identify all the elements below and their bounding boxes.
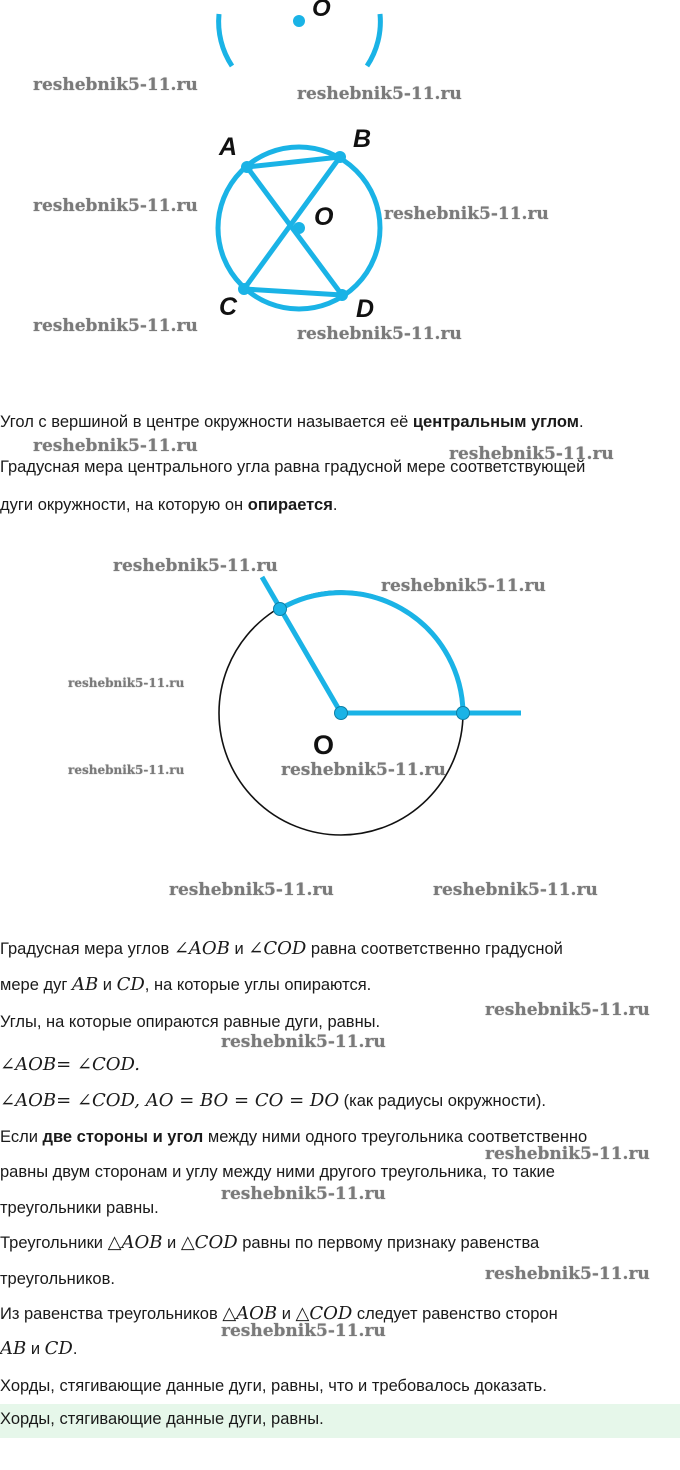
center-point	[293, 15, 305, 27]
label-b: B	[353, 125, 372, 153]
proof-line-2: мере дуг AB и CD, на которые углы опираются.	[0, 974, 372, 995]
figure-central-angle	[0, 560, 680, 860]
label-a: A	[219, 133, 238, 161]
proof-line-7: равны двум сторонам и углу между ними другого треугольника, то такие	[0, 1163, 555, 1181]
label-o: O	[314, 203, 334, 231]
paragraph-central-angle: Угол с вершиной в центре окружности называется её центральным углом.	[0, 413, 584, 431]
point-c	[238, 283, 250, 295]
watermark: reshebnik5-11.ru	[68, 676, 185, 690]
center-label: O	[313, 730, 335, 760]
label-d: D	[356, 295, 375, 323]
proof-line-3: Углы, на которые опираются равные дуги, равны.	[0, 1013, 381, 1031]
watermark: reshebnik5-11.ru	[449, 444, 614, 464]
watermark: reshebnik5-11.ru	[33, 75, 198, 95]
point-arc-start	[274, 603, 287, 616]
watermark: reshebnik5-11.ru	[381, 576, 546, 596]
point-arc-end	[457, 707, 470, 720]
paragraph-degree-measure: Градусная мера центрального угла равна градусной мере соответствующей	[0, 458, 586, 476]
watermark: reshebnik5-11.ru	[485, 1144, 650, 1164]
watermark: reshebnik5-11.ru	[221, 1184, 386, 1204]
proof-line-5: ∠AOB= ∠COD, AO = BO = CO = DO (как радиусы окружности).	[0, 1090, 546, 1111]
proof-line-1: Градусная мера углов ∠AOB и ∠COD равна соответственно градусной	[0, 938, 563, 959]
watermark: reshebnik5-11.ru	[485, 1264, 650, 1284]
proof-line-13: Хорды, стягивающие данные дуги, равны, что и требовалось доказать.	[0, 1377, 547, 1395]
proof-line-6: Если две стороны и угол между ними одного треугольника соответственно	[0, 1128, 588, 1146]
watermark: reshebnik5-11.ru	[485, 1000, 650, 1020]
watermark: reshebnik5-11.ru	[113, 556, 278, 576]
figure-partial-circle	[0, 0, 680, 70]
watermark: reshebnik5-11.ru	[297, 324, 462, 344]
label-c: C	[219, 293, 238, 321]
proof-line-10: треугольников.	[0, 1270, 115, 1288]
paragraph-degree-measure-2: дуги окружности, на которую он опирается.	[0, 496, 338, 514]
point-a	[241, 161, 253, 173]
chord-cd	[244, 289, 342, 295]
watermark: reshebnik5-11.ru	[169, 880, 334, 900]
watermark: reshebnik5-11.ru	[33, 316, 198, 336]
watermark: reshebnik5-11.ru	[33, 196, 198, 216]
watermark: reshebnik5-11.ru	[33, 436, 198, 456]
proof-line-11: Из равенства треугольников △AOB и △COD следует равенство сторон	[0, 1303, 558, 1324]
point-d	[336, 289, 348, 301]
watermark: reshebnik5-11.ru	[221, 1032, 386, 1052]
center-label: O	[312, 0, 331, 22]
point-center	[335, 707, 348, 720]
watermark: reshebnik5-11.ru	[384, 204, 549, 224]
proof-line-9: Треугольники △AOB и △COD равны по первому признаку равенства	[0, 1232, 540, 1253]
watermark: reshebnik5-11.ru	[221, 1321, 386, 1341]
proof-line-8: треугольники равны.	[0, 1199, 159, 1217]
answer-text: Хорды, стягивающие данные дуги, равны.	[0, 1410, 324, 1428]
figure-chords-circle	[0, 110, 680, 350]
proof-line-12: AB и CD.	[0, 1338, 78, 1359]
watermark: reshebnik5-11.ru	[68, 763, 185, 777]
answer-box	[0, 1404, 680, 1438]
proof-line-4: ∠AOB= ∠COD.	[0, 1054, 140, 1075]
point-o	[293, 222, 305, 234]
watermark: reshebnik5-11.ru	[281, 760, 446, 780]
watermark: reshebnik5-11.ru	[297, 84, 462, 104]
watermark: reshebnik5-11.ru	[433, 880, 598, 900]
point-b	[334, 151, 346, 163]
